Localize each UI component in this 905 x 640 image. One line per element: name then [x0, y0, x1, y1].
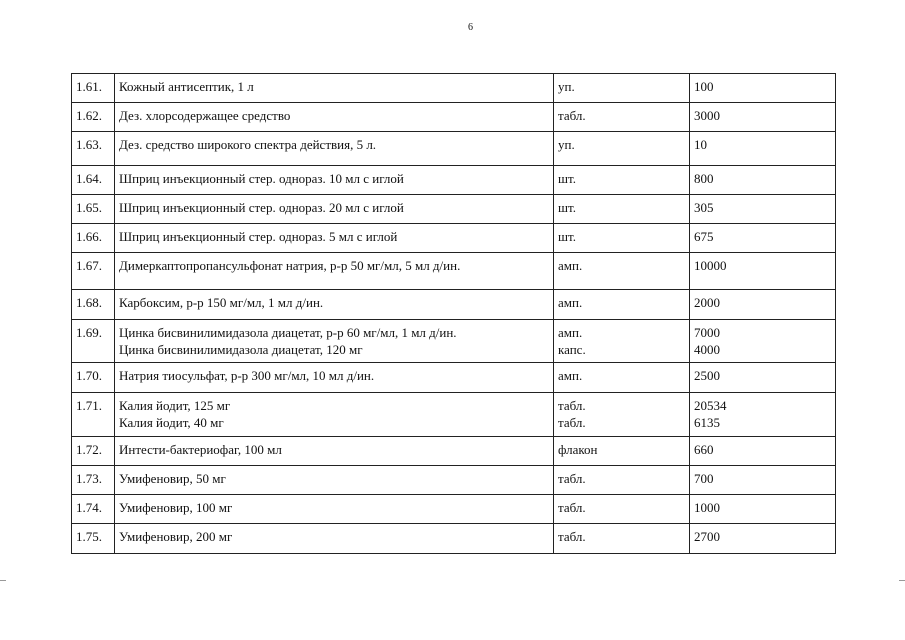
- item-unit: табл.: [558, 529, 586, 544]
- item-quantity-cell: [690, 132, 836, 166]
- item-name: Шприц инъекционный стер. однораз. 20 мл с иглой: [119, 200, 404, 215]
- item-quantity-cell: [690, 524, 836, 554]
- page-number: 6: [468, 22, 473, 33]
- table-row: [72, 103, 836, 132]
- table-row: [72, 524, 836, 554]
- row-number: 1.75.: [76, 529, 102, 544]
- item-name-cell: [115, 253, 554, 290]
- table-row: [72, 195, 836, 224]
- item-unit: уп.: [558, 79, 575, 94]
- row-number-cell: [72, 320, 115, 363]
- row-number: 1.66.: [76, 229, 102, 244]
- item-unit-cell: [554, 437, 690, 466]
- item-unit: табл.: [558, 471, 586, 486]
- table-row: [72, 224, 836, 253]
- item-quantity: 4000: [694, 342, 720, 357]
- table-row: [72, 74, 836, 103]
- item-name-cell: [115, 524, 554, 554]
- item-name-cell: [115, 224, 554, 253]
- item-unit-cell: [554, 103, 690, 132]
- item-unit-cell: [554, 74, 690, 103]
- item-quantity: 2700: [694, 529, 720, 544]
- item-name: Калия йодит, 40 мг: [119, 415, 224, 430]
- item-name: Умифеновир, 50 мг: [119, 471, 226, 486]
- item-quantity: 100: [694, 79, 714, 94]
- table-row: [72, 132, 836, 166]
- item-unit: табл.: [558, 108, 586, 123]
- item-name: Цинка бисвинилимидазола диацетат, 120 мг: [119, 342, 363, 357]
- item-quantity-cell: [690, 195, 836, 224]
- item-quantity: 7000: [694, 325, 720, 340]
- table-row: [72, 495, 836, 524]
- item-unit: уп.: [558, 137, 575, 152]
- row-number: 1.67.: [76, 258, 102, 273]
- item-quantity: 305: [694, 200, 714, 215]
- row-number-cell: [72, 524, 115, 554]
- item-name: Натрия тиосульфат, р-р 300 мг/мл, 10 мл д/ин.: [119, 368, 375, 383]
- item-quantity: 660: [694, 442, 714, 457]
- scan-edge-mark-right: [899, 580, 905, 581]
- table-row: [72, 290, 836, 320]
- item-unit-cell: [554, 224, 690, 253]
- table-row: [72, 437, 836, 466]
- item-unit-cell: [554, 166, 690, 195]
- row-number: 1.72.: [76, 442, 102, 457]
- row-number-cell: [72, 224, 115, 253]
- item-unit: амп.: [558, 368, 583, 383]
- row-number-cell: [72, 466, 115, 495]
- item-unit-cell: [554, 132, 690, 166]
- row-number-cell: [72, 393, 115, 437]
- item-quantity-cell: [690, 290, 836, 320]
- item-name-cell: [115, 74, 554, 103]
- item-name-cell: [115, 363, 554, 393]
- item-name-cell: [115, 393, 554, 437]
- table-row: [72, 466, 836, 495]
- table-row: [72, 253, 836, 290]
- item-unit: шт.: [558, 229, 576, 244]
- item-name-cell: [115, 195, 554, 224]
- row-number-cell: [72, 195, 115, 224]
- row-number: 1.69.: [76, 325, 102, 340]
- item-unit: табл.: [558, 398, 586, 413]
- item-name-cell: [115, 290, 554, 320]
- item-name: Цинка бисвинилимидазола диацетат, р-р 60 мг/мл, 1 мл д/ин.: [119, 325, 457, 340]
- row-number: 1.71.: [76, 398, 102, 413]
- item-unit-cell: [554, 524, 690, 554]
- item-name: Интести-бактериофаг, 100 мл: [119, 442, 282, 457]
- item-unit: амп.: [558, 295, 583, 310]
- item-quantity: 10000: [694, 258, 727, 273]
- item-quantity: 2500: [694, 368, 720, 383]
- item-unit-cell: [554, 363, 690, 393]
- row-number: 1.70.: [76, 368, 102, 383]
- scan-edge-mark-left: [0, 580, 6, 581]
- item-name-cell: [115, 103, 554, 132]
- row-number-cell: [72, 437, 115, 466]
- items-table: [71, 73, 836, 554]
- item-name: Карбоксим, р-р 150 мг/мл, 1 мл д/ин.: [119, 295, 324, 310]
- row-number: 1.73.: [76, 471, 102, 486]
- item-name: Умифеновир, 200 мг: [119, 529, 233, 544]
- row-number: 1.62.: [76, 108, 102, 123]
- item-unit-cell: [554, 253, 690, 290]
- row-number-cell: [72, 74, 115, 103]
- item-name-cell: [115, 132, 554, 166]
- item-quantity-cell: [690, 393, 836, 437]
- item-unit-cell: [554, 495, 690, 524]
- item-quantity: 700: [694, 471, 714, 486]
- item-name-cell: [115, 320, 554, 363]
- item-unit-cell: [554, 320, 690, 363]
- item-unit: капс.: [558, 342, 586, 357]
- item-quantity-cell: [690, 363, 836, 393]
- item-name: Дез. средство широкого спектра действия, 5 л.: [119, 137, 377, 152]
- item-unit: амп.: [558, 258, 583, 273]
- item-name: Шприц инъекционный стер. однораз. 10 мл с иглой: [119, 171, 404, 186]
- item-name: Умифеновир, 100 мг: [119, 500, 233, 515]
- item-name-cell: [115, 437, 554, 466]
- item-unit-cell: [554, 195, 690, 224]
- row-number-cell: [72, 166, 115, 195]
- row-number-cell: [72, 132, 115, 166]
- row-number: 1.74.: [76, 500, 102, 515]
- table-row: [72, 393, 836, 437]
- item-unit: табл.: [558, 500, 586, 515]
- item-quantity: 20534: [694, 398, 727, 413]
- item-name-cell: [115, 166, 554, 195]
- item-quantity: 2000: [694, 295, 720, 310]
- item-quantity-cell: [690, 466, 836, 495]
- item-quantity-cell: [690, 495, 836, 524]
- item-name: Кожный антисептик, 1 л: [119, 79, 254, 94]
- table-row: [72, 320, 836, 363]
- item-unit-cell: [554, 393, 690, 437]
- table-row: [72, 363, 836, 393]
- item-unit-cell: [554, 290, 690, 320]
- item-quantity: 800: [694, 171, 714, 186]
- item-quantity: 3000: [694, 108, 720, 123]
- item-name: Дез. хлорсодержащее средство: [119, 108, 291, 123]
- row-number-cell: [72, 103, 115, 132]
- item-quantity: 675: [694, 229, 714, 244]
- item-name: Шприц инъекционный стер. однораз. 5 мл с иглой: [119, 229, 398, 244]
- item-quantity-cell: [690, 224, 836, 253]
- item-quantity-cell: [690, 253, 836, 290]
- item-name-cell: [115, 466, 554, 495]
- item-quantity-cell: [690, 103, 836, 132]
- row-number: 1.64.: [76, 171, 102, 186]
- row-number-cell: [72, 253, 115, 290]
- item-unit: шт.: [558, 171, 576, 186]
- item-unit: табл.: [558, 415, 586, 430]
- item-unit: флакон: [558, 442, 598, 457]
- item-unit: амп.: [558, 325, 583, 340]
- row-number-cell: [72, 290, 115, 320]
- items-table-body: [72, 74, 836, 554]
- item-quantity: 1000: [694, 500, 720, 515]
- row-number: 1.65.: [76, 200, 102, 215]
- item-name: Калия йодит, 125 мг: [119, 398, 231, 413]
- item-unit: шт.: [558, 200, 576, 215]
- item-quantity-cell: [690, 437, 836, 466]
- row-number: 1.63.: [76, 137, 102, 152]
- row-number-cell: [72, 363, 115, 393]
- row-number: 1.61.: [76, 79, 102, 94]
- row-number-cell: [72, 495, 115, 524]
- row-number: 1.68.: [76, 295, 102, 310]
- item-quantity: 10: [694, 137, 707, 152]
- item-name: Димеркаптопропансульфонат натрия, р-р 50 мг/мл, 5 мл д/ин.: [119, 258, 461, 273]
- item-unit-cell: [554, 466, 690, 495]
- item-name-cell: [115, 495, 554, 524]
- item-quantity-cell: [690, 74, 836, 103]
- item-quantity-cell: [690, 166, 836, 195]
- table-row: [72, 166, 836, 195]
- item-quantity: 6135: [694, 415, 720, 430]
- item-quantity-cell: [690, 320, 836, 363]
